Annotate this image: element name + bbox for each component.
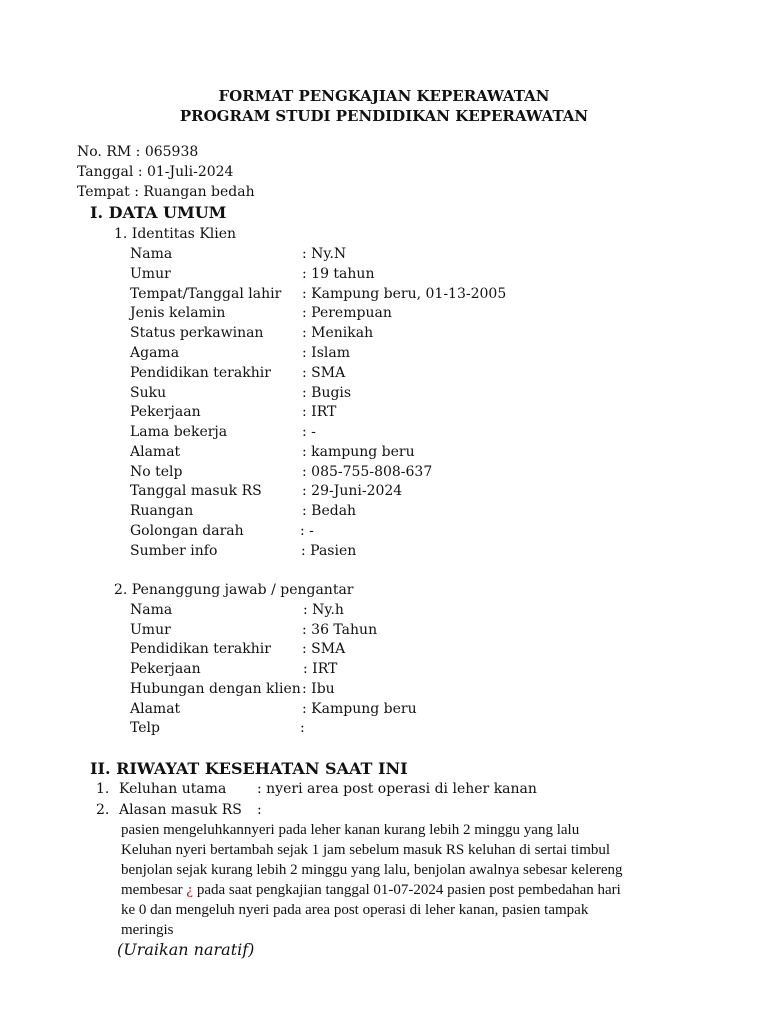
paragraph-text: membesar [121,882,187,898]
klien-value: : Bedah [302,503,357,519]
pj-value: : Kampung beru [302,701,417,717]
klien-value: : Menikah [302,325,374,341]
klien-label: Nama [130,246,173,262]
section-riwayat-kesehatan-title: II. RIWAYAT KESEHATAN SAAT INI [90,759,408,778]
inverted-question-mark: ¿ [186,882,194,898]
pj-value: : Ny.h [303,602,344,618]
pj-value: : IRT [303,661,338,677]
klien-value: : Islam [302,345,350,361]
narrative-note: (Uraikan naratif) [117,940,255,959]
paragraph-text: pada saat pengkajian tanggal 01-07-2024 pasien post pembedahan hari [193,882,621,898]
klien-value: : 19 tahun [302,266,375,282]
paragraph-line [121,880,681,900]
keluhan-utama-value: : nyeri area post operasi di leher kanan [257,781,537,797]
pj-label: Pendidikan terakhir [130,641,271,657]
alasan-masuk-value: : [257,802,262,818]
header-no-rm: No. RM : 065938 [77,144,199,160]
klien-value: : - [300,523,314,539]
subsection-identitas-klien: 1. Identitas Klien [114,226,237,242]
klien-value: : Pasien [301,543,357,559]
klien-value: : IRT [302,404,337,420]
pj-value: : 36 Tahun [302,622,378,638]
pj-value: : Ibu [302,681,335,697]
alasan-masuk-label: Alasan masuk RS [119,802,242,818]
klien-label: Alamat [130,444,181,460]
pj-label: Hubungan dengan klien [130,681,301,697]
paragraph-line: benjolan sejak kurang lebih 2 minggu yang lalu, benjolan awalnya sebesar kelereng [121,862,623,878]
klien-value: : Perempuan [302,305,392,321]
klien-label: Ruangan [130,503,194,519]
klien-label: Lama bekerja [130,424,228,440]
klien-value: : - [302,424,316,440]
pj-value: : [300,720,305,736]
klien-label: Sumber info [130,543,218,559]
section-data-umum-title: I. DATA UMUM [90,203,227,222]
header-tanggal: Tanggal : 01-Juli-2024 [77,164,234,180]
klien-label: Pendidikan terakhir [130,365,271,381]
paragraph-line: Keluhan nyeri bertambah sejak 1 jam sebelum masuk RS keluhan di sertai timbul [121,842,611,858]
keluhan-utama-label: Keluhan utama [119,781,227,797]
pj-label: Telp [130,720,160,736]
klien-value: : Bugis [302,385,352,401]
klien-label: No telp [130,464,183,480]
klien-label: Tanggal masuk RS [130,483,262,499]
klien-label: Umur [130,266,171,282]
klien-value: : Ny.N [302,246,347,262]
klien-value: : 29-Juni-2024 [302,483,403,499]
klien-value: : Kampung beru, 01-13-2005 [302,286,507,302]
paragraph-line: ke 0 dan mengeluh nyeri pada area post operasi di leher kanan, pasien tampak [121,902,589,918]
klien-label: Golongan darah [130,523,244,539]
paragraph-line: pasien mengeluhkannyeri pada leher kanan kurang lebih 2 minggu yang lalu [121,822,580,838]
klien-label: Pekerjaan [130,404,201,420]
pj-value: : SMA [302,641,346,657]
klien-label: Agama [130,345,180,361]
item-number: 2. [96,802,110,818]
subsection-penanggung-jawab: 2. Penanggung jawab / pengantar [114,582,354,598]
pj-label: Nama [130,602,173,618]
pj-label: Alamat [130,701,181,717]
klien-value: : kampung beru [302,444,415,460]
document-title: FORMAT PENGKAJIAN KEPERAWATAN [218,87,550,105]
klien-label: Status perkawinan [130,325,264,341]
item-number: 1. [96,781,110,797]
paragraph-line: meringis [121,922,174,938]
pj-label: Umur [130,622,171,638]
klien-label: Jenis kelamin [130,305,226,321]
header-tempat: Tempat : Ruangan bedah [77,184,255,200]
klien-value: : SMA [302,365,346,381]
pj-label: Pekerjaan [130,661,201,677]
klien-label: Tempat/Tanggal lahir [130,286,282,302]
klien-value: : 085-755-808-637 [302,464,433,480]
klien-label: Suku [130,385,167,401]
document-subtitle: PROGRAM STUDI PENDIDIKAN KEPERAWATAN [179,107,589,125]
